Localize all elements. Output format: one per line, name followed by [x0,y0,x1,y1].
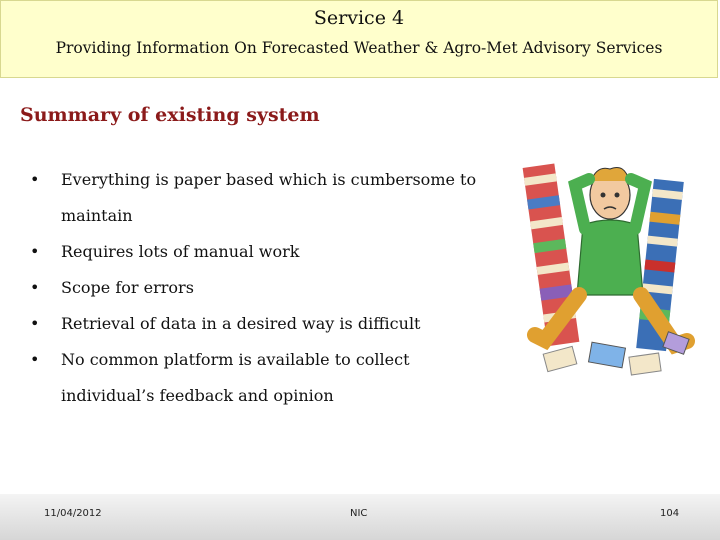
bullet-text: Retrieval of data in a desired way is difficult [61,314,421,333]
bullet-text: individual’s feedback and opinion [61,386,334,405]
bullet-text: maintain [61,206,133,225]
overwhelmed-man-with-paper-stacks-icon [505,145,715,385]
bullet-item [30,270,550,306]
bullet-item [30,234,550,270]
footer-date: 11/04/2012 [44,508,102,519]
footer-org: NIC [350,508,368,519]
bullet-dot: • [30,350,40,369]
bullet-item-continuation [30,198,550,234]
bullet-dot: • [30,170,40,189]
slide-subtitle: Providing Information On Forecasted Weather & Agro-Met Advisory Services [55,39,663,57]
bullet-item [30,342,550,378]
slide-header [0,0,718,78]
overwhelmed-man-illustration [505,145,715,385]
bullet-text: Scope for errors [61,278,194,297]
bullet-item-continuation [30,378,550,414]
bullet-item [30,306,550,342]
bullet-list [30,162,550,414]
bullet-text: No common platform is available to collect [61,350,410,369]
section-title: Summary of existing system [20,104,320,126]
bullet-text: Requires lots of manual work [61,242,300,261]
page-number: 104 [660,508,680,519]
slide-footer [0,494,720,540]
bullet-text: Everything is paper based which is cumbersome to [61,170,477,189]
bullet-dot: • [30,242,40,261]
bullet-item [30,162,550,198]
bullet-dot: • [30,314,40,333]
bullet-dot: • [30,278,40,297]
slide-title: Service 4 [313,7,405,29]
